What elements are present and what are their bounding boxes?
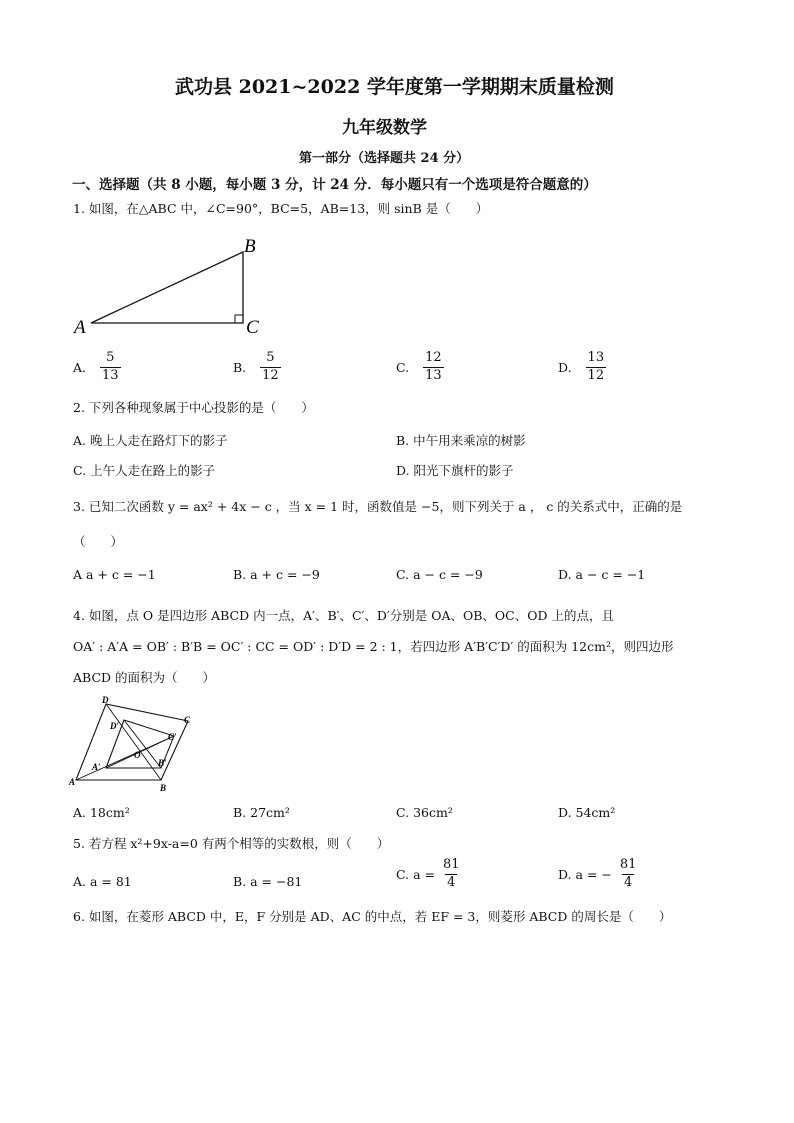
question-5-stem: 5. 若方程 x²+9x-a=0 有两个相等的实数根，则（ ） bbox=[73, 836, 390, 851]
question-4-option-b[interactable]: B. 27cm² bbox=[233, 805, 290, 820]
numerator: 5 bbox=[266, 350, 275, 365]
option-label: B. bbox=[233, 359, 247, 375]
question-4-figure bbox=[66, 696, 196, 794]
question-1-option-a[interactable] bbox=[73, 351, 121, 384]
question-2-option-d[interactable]: D. 阳光下旗杆的影子 bbox=[396, 463, 514, 478]
denominator: 4 bbox=[447, 874, 456, 890]
part-heading: 第一部分（选择题共 24 分） bbox=[299, 151, 470, 166]
fig1-label-B: B bbox=[244, 236, 256, 257]
question-1-option-b[interactable] bbox=[233, 351, 281, 384]
question-4-option-a[interactable]: A. 18cm² bbox=[73, 805, 130, 820]
question-5-option-d[interactable] bbox=[558, 858, 638, 891]
question-5-option-b[interactable] bbox=[233, 873, 302, 889]
question-4-stem-line2: OA′ : A′A = OB′ : B′B = OC′ : CC = OD′ : D′D = 2 : 1，若四边形 A′B′C′D′ 的面积为 12cm²，则四边形 bbox=[73, 639, 674, 654]
question-2-option-a[interactable]: A. 晚上人走在路灯下的影子 bbox=[73, 433, 228, 448]
fig1-label-A: A bbox=[74, 317, 86, 338]
question-4-option-c[interactable]: C. 36cm² bbox=[396, 805, 453, 820]
fig4-label-O: O bbox=[134, 750, 141, 760]
denominator: 12 bbox=[587, 367, 605, 383]
fig4-label-B-prime: B′ bbox=[158, 758, 167, 768]
question-5-option-c[interactable] bbox=[396, 858, 462, 891]
fig1-label-C: C bbox=[246, 317, 259, 338]
question-1-figure bbox=[70, 232, 270, 342]
denominator: 4 bbox=[623, 874, 633, 890]
question-5-option-a[interactable] bbox=[73, 873, 132, 889]
question-4-stem: 4. 如图，点 O 是四边形 ABCD 内一点，A′、B′、C′、D′分别是 OA、OB、OC、OD 上的点，且 bbox=[73, 608, 614, 623]
option-label: B. a = −81 bbox=[233, 874, 303, 889]
numerator: 81 bbox=[442, 857, 460, 872]
numerator: 12 bbox=[425, 350, 442, 365]
question-4-option-d[interactable]: D. 54cm² bbox=[558, 805, 616, 820]
fig4-label-D-prime: D′ bbox=[110, 721, 120, 731]
question-3-option-a[interactable]: A a + c = −1 bbox=[73, 567, 156, 582]
option-label: C. a = bbox=[396, 866, 435, 882]
question-2-stem: 2. 下列各种现象属于中心投影的是（ ） bbox=[73, 400, 314, 415]
option-label: A. bbox=[73, 359, 87, 375]
question-3-option-b[interactable]: B. a + c = −9 bbox=[233, 567, 320, 582]
option-label: D. bbox=[558, 359, 572, 375]
numerator: 5 bbox=[106, 350, 115, 365]
denominator: 13 bbox=[102, 367, 119, 383]
question-6-stem: 6. 如图，在菱形 ABCD 中，E，F 分别是 AD、AC 的中点，若 EF = 3，则菱形 ABCD 的周长是（ ） bbox=[73, 909, 672, 924]
fig4-label-C: C bbox=[184, 715, 191, 725]
fig4-label-A: A bbox=[69, 777, 76, 787]
fig4-label-A-prime: A′ bbox=[92, 762, 101, 772]
fig4-label-C-prime: C′ bbox=[168, 732, 177, 742]
fig4-label-D: D bbox=[102, 696, 109, 705]
question-2-option-c[interactable]: C. 上午人走在路上的影子 bbox=[73, 463, 216, 478]
question-3-option-c[interactable]: C. a − c = −9 bbox=[396, 567, 483, 582]
question-3-stem-cont: （ ） bbox=[73, 534, 124, 549]
denominator: 12 bbox=[262, 367, 279, 383]
question-1-option-c[interactable] bbox=[396, 351, 444, 384]
exam-title: 武功县 2021~2022 学年度第一学期期末质量检测 bbox=[175, 76, 614, 98]
question-1-option-d[interactable] bbox=[558, 351, 606, 384]
fig4-label-B: B bbox=[160, 783, 167, 793]
option-label: D. a = − bbox=[558, 866, 612, 882]
question-3-option-d[interactable]: D. a − c = −1 bbox=[558, 567, 646, 582]
exam-subtitle: 九年级数学 bbox=[342, 118, 427, 138]
numerator: 81 bbox=[619, 857, 637, 872]
numerator: 13 bbox=[587, 350, 605, 365]
question-1-stem: 1. 如图，在△ABC 中，∠C=90°，BC=5，AB=13，则 sinB 是（ ） bbox=[73, 201, 489, 216]
question-2-option-b[interactable]: B. 中午用来乘凉的树影 bbox=[396, 433, 526, 448]
option-label: A. a = 81 bbox=[73, 874, 132, 889]
question-4-stem-line3: ABCD 的面积为（ ） bbox=[73, 670, 216, 685]
section-heading: 一、选择题（共 8 小题，每小题 3 分，计 24 分．每小题只有一个选项是符合题意的） bbox=[72, 177, 597, 193]
option-label: C. bbox=[396, 359, 410, 375]
denominator: 13 bbox=[425, 367, 442, 383]
question-3-stem: 3. 已知二次函数 y = ax² + 4x − c ，当 x = 1 时，函数值是 −5，则下列关于 a ， c 的关系式中，正确的是 bbox=[73, 499, 683, 514]
